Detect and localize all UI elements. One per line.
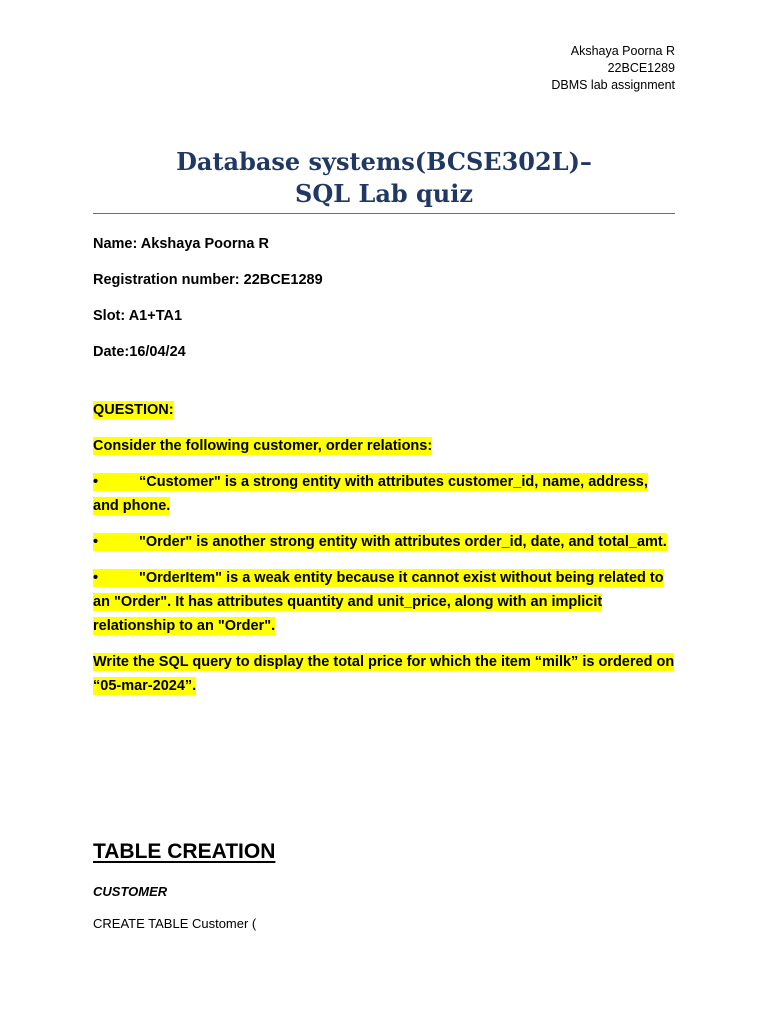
question-intro-text: Consider the following customer, order relations: (93, 438, 433, 454)
bullet-text: "Order" is another strong entity with attributes order_id, date, and total_amt. (139, 534, 667, 550)
header-reg-no: 22BCE1289 (607, 61, 675, 75)
bullet-symbol: • (93, 474, 99, 490)
title-divider (93, 213, 675, 214)
bullet-item (93, 569, 664, 635)
section-title: TABLE CREATION (93, 840, 276, 863)
document-body (93, 234, 675, 710)
bullet-item (93, 533, 667, 551)
section-subtitle: CUSTOMER (93, 884, 168, 899)
header-course: DBMS lab assignment (551, 78, 675, 92)
slot: Slot: A1+TA1 (93, 308, 183, 324)
title-line-1: Database systems(BCSE302L)– (176, 147, 592, 176)
title-line-2: SQL Lab quiz (294, 179, 473, 208)
bullet-symbol: • (93, 534, 99, 550)
question-heading-text: QUESTION: (93, 402, 174, 418)
bullet-symbol: • (93, 570, 99, 586)
date: Date:16/04/24 (93, 344, 186, 360)
bullet-text: "OrderItem" is a weak entity because it cannot exist without being related to an "Order". It has attributes quantity and unit_price, along with an implicit relationship to an "Order". (93, 570, 664, 634)
question-heading (93, 398, 675, 422)
question-task-text: Write the SQL query to display the total price for which the item “milk” is ordered on “05-mar-2024”. (93, 654, 675, 694)
student-name: Name: Akshaya Poorna R (93, 236, 269, 252)
header-author: Akshaya Poorna R (570, 44, 675, 58)
page-header (551, 43, 675, 94)
bullet-text: “Customer" is a strong entity with attributes customer_id, name, address, and phone. (93, 474, 648, 514)
registration-number: Registration number: 22BCE1289 (93, 272, 323, 288)
bullet-item (93, 473, 648, 515)
question-bullet (93, 530, 675, 554)
document-title (93, 146, 675, 210)
question-intro (93, 434, 675, 458)
sql-code-line: CREATE TABLE Customer ( (93, 916, 257, 931)
question-bullet (93, 470, 675, 518)
question-task (93, 650, 675, 698)
question-bullet (93, 566, 675, 638)
